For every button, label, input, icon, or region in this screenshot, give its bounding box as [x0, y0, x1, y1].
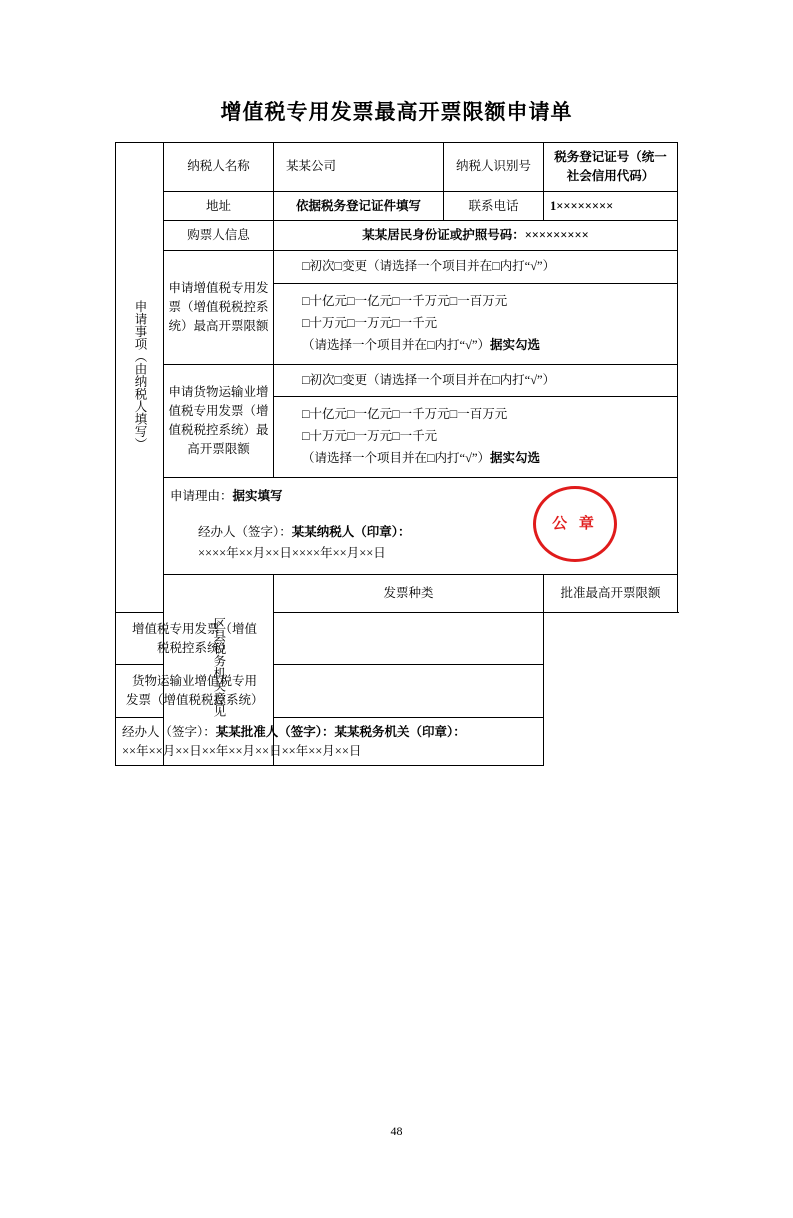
table-row-freight-special-invoice [116, 665, 678, 718]
page-number: 48 [390, 1124, 403, 1138]
option-vat-first-or-change[interactable]: □初次□变更（请选择一个项目并在□内打“√”） [274, 251, 678, 284]
vat-amount-line-1: □十亿元□一亿元□一千万元□一百万元 [302, 293, 508, 308]
label-phone: 联系电话 [444, 191, 544, 221]
table-row-address [116, 191, 678, 221]
label-freight-invoice-limit: 申请货物运输业增值税专用发票（增值税税控系统）最高开票限额 [164, 364, 274, 478]
cell-vat-special-invoice-limit[interactable] [274, 612, 544, 665]
freight-amount-note [280, 448, 671, 470]
vat-amount-line-2: □十万元□一万元□一千元 [302, 315, 438, 330]
table-row-reason-and-signature [116, 478, 678, 575]
value-taxpayer-name[interactable]: 某某公司 [274, 143, 444, 192]
table-row-invoice-kind-header [116, 575, 678, 613]
freight-amount-note-bold: 据实勾选 [490, 451, 541, 466]
header-approved-limit: 批准最高开票限额 [544, 575, 678, 613]
tax-authority-date-line: ××年××月××日××年××月××日××年××月××日 [122, 743, 362, 758]
label-taxpayer-name: 纳税人名称 [164, 143, 274, 192]
freight-amount-note-normal: （请选择一个项目并在□内打“√”） [302, 451, 491, 466]
label-buyer-info: 购票人信息 [164, 221, 274, 251]
vat-amount-note-bold: 据实勾选 [490, 337, 541, 352]
value-phone[interactable]: 1×××××××× [544, 191, 678, 221]
freight-amount-line-2: □十万元□一万元□一千元 [302, 429, 438, 444]
label-vat-invoice-limit: 申请增值税专用发票（增值税税控系统）最高开票限额 [164, 251, 274, 365]
option-freight-amount-group[interactable] [274, 397, 678, 478]
application-form-table [115, 142, 678, 766]
tax-handler-label: 经办人（签字）： [122, 724, 216, 739]
applicant-seal-label: 某某纳税人（印章）： [291, 525, 411, 540]
reason-label: 申请理由： [170, 489, 233, 504]
tax-approver-seal-label: 某某批准人（签字）：某某税务机关（印章）： [215, 724, 466, 739]
tax-authority-signature-cell[interactable] [116, 717, 544, 766]
option-freight-first-or-change[interactable]: □初次□变更（请选择一个项目并在□内打“√”） [274, 364, 678, 397]
official-seal-stamp: 公 章 [533, 486, 617, 562]
value-buyer-info[interactable]: 某某居民身份证或护照号码：××××××××× [274, 221, 678, 251]
vat-amount-note [280, 335, 671, 357]
table-row-taxpayer-name [116, 143, 678, 192]
value-taxpayer-id[interactable]: 税务登记证号（统一社会信用代码） [544, 143, 678, 192]
side-label-apply-matters: 申请事项（由纳税人填写） [116, 143, 164, 613]
reason-value: 据实填写 [232, 489, 283, 504]
page-title: 增值税专用发票最高开票限额申请单 [220, 100, 573, 124]
cell-freight-invoice-limit[interactable] [274, 665, 544, 718]
table-row-vat-invoice-type [116, 251, 678, 284]
applicant-date-line: ××××年××月××日××××年××月××日 [198, 546, 386, 561]
table-row-vat-special-invoice [116, 612, 678, 665]
vat-amount-note-normal: （请选择一个项目并在□内打“√”） [302, 337, 491, 352]
table-row-freight-invoice-type [116, 364, 678, 397]
label-taxpayer-id: 纳税人识别号 [444, 143, 544, 192]
side-label-tax-authority-opinion: 区县税务机关意见 [164, 575, 274, 766]
applicant-signature-label: 经办人（签字）： [198, 525, 292, 540]
header-invoice-kind: 发票种类 [274, 575, 544, 613]
document-page [0, 96, 793, 1218]
table-row-tax-authority-signature [116, 717, 678, 766]
cell-vat-special-invoice-kind: 增值税专用发票（增值税税控系统） [116, 612, 274, 665]
table-row-buyer-info [116, 221, 678, 251]
reason-signature-cell[interactable] [164, 478, 678, 575]
tax-authority-signature-line [122, 723, 537, 742]
label-address: 地址 [164, 191, 274, 221]
cell-freight-invoice-kind: 货物运输业增值税专用发票（增值税税控系统） [116, 665, 274, 718]
value-address[interactable]: 依据税务登记证件填写 [274, 191, 444, 221]
option-vat-amount-group[interactable] [274, 283, 678, 364]
freight-amount-line-1: □十亿元□一亿元□一千万元□一百万元 [302, 407, 508, 422]
